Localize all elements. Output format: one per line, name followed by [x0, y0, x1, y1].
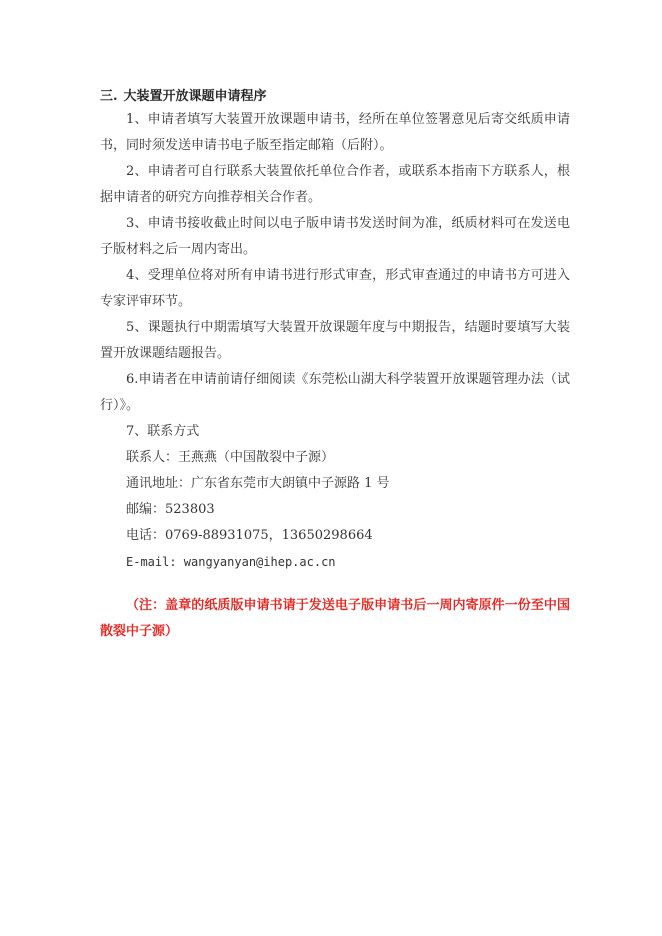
procedure-item-4: 4、受理单位将对所有申请书进行形式审查，形式审查通过的申请书方可进入专家评审环节。: [100, 268, 570, 309]
procedure-item-3: 3、申请书接收截止时间以电子版申请书发送时间为准，纸质材料可在发送电子版材料之后一周内寄出。: [100, 216, 570, 257]
contact-postcode: 邮编：523803: [126, 502, 215, 517]
contact-heading: 7、联系方式: [126, 424, 200, 439]
contact-person: 联系人：王燕燕（中国散裂中子源）: [126, 450, 335, 465]
procedure-item-6: 6.申请者在申请前请仔细阅读《东莞松山湖大科学装置开放课题管理办法（试行）》。: [100, 372, 570, 413]
procedure-item-1: 1、申请者填写大装置开放课题申请书，经所在单位签署意见后寄交纸质申请书，同时须发送申请书电子版至指定邮箱（后附）。: [100, 112, 570, 153]
red-note: （注：盖章的纸质版申请书请于发送电子版申请书后一周内寄原件一份至中国散裂中子源）: [100, 598, 570, 639]
section-heading: [100, 85, 267, 104]
section-title: 大装置开放课题申请程序: [123, 89, 267, 104]
procedure-item-5: 5、课题执行中期需填写大装置开放课题年度与中期报告，结题时要填写大装置开放课题结题报告。: [100, 320, 570, 361]
procedure-item-2: 2、申请者可自行联系大装置依托单位合作者，或联系本指南下方联系人，根据申请者的研究方向推荐相关合作者。: [100, 164, 570, 205]
contact-email: E-mail: wangyanyan@ihep.ac.cn: [126, 555, 336, 569]
contact-address: 通讯地址：广东省东莞市大朗镇中子源路 1 号: [126, 476, 390, 491]
section-number: 三.: [100, 89, 118, 104]
contact-phone: 电话：0769-88931075，13650298664: [126, 528, 373, 543]
